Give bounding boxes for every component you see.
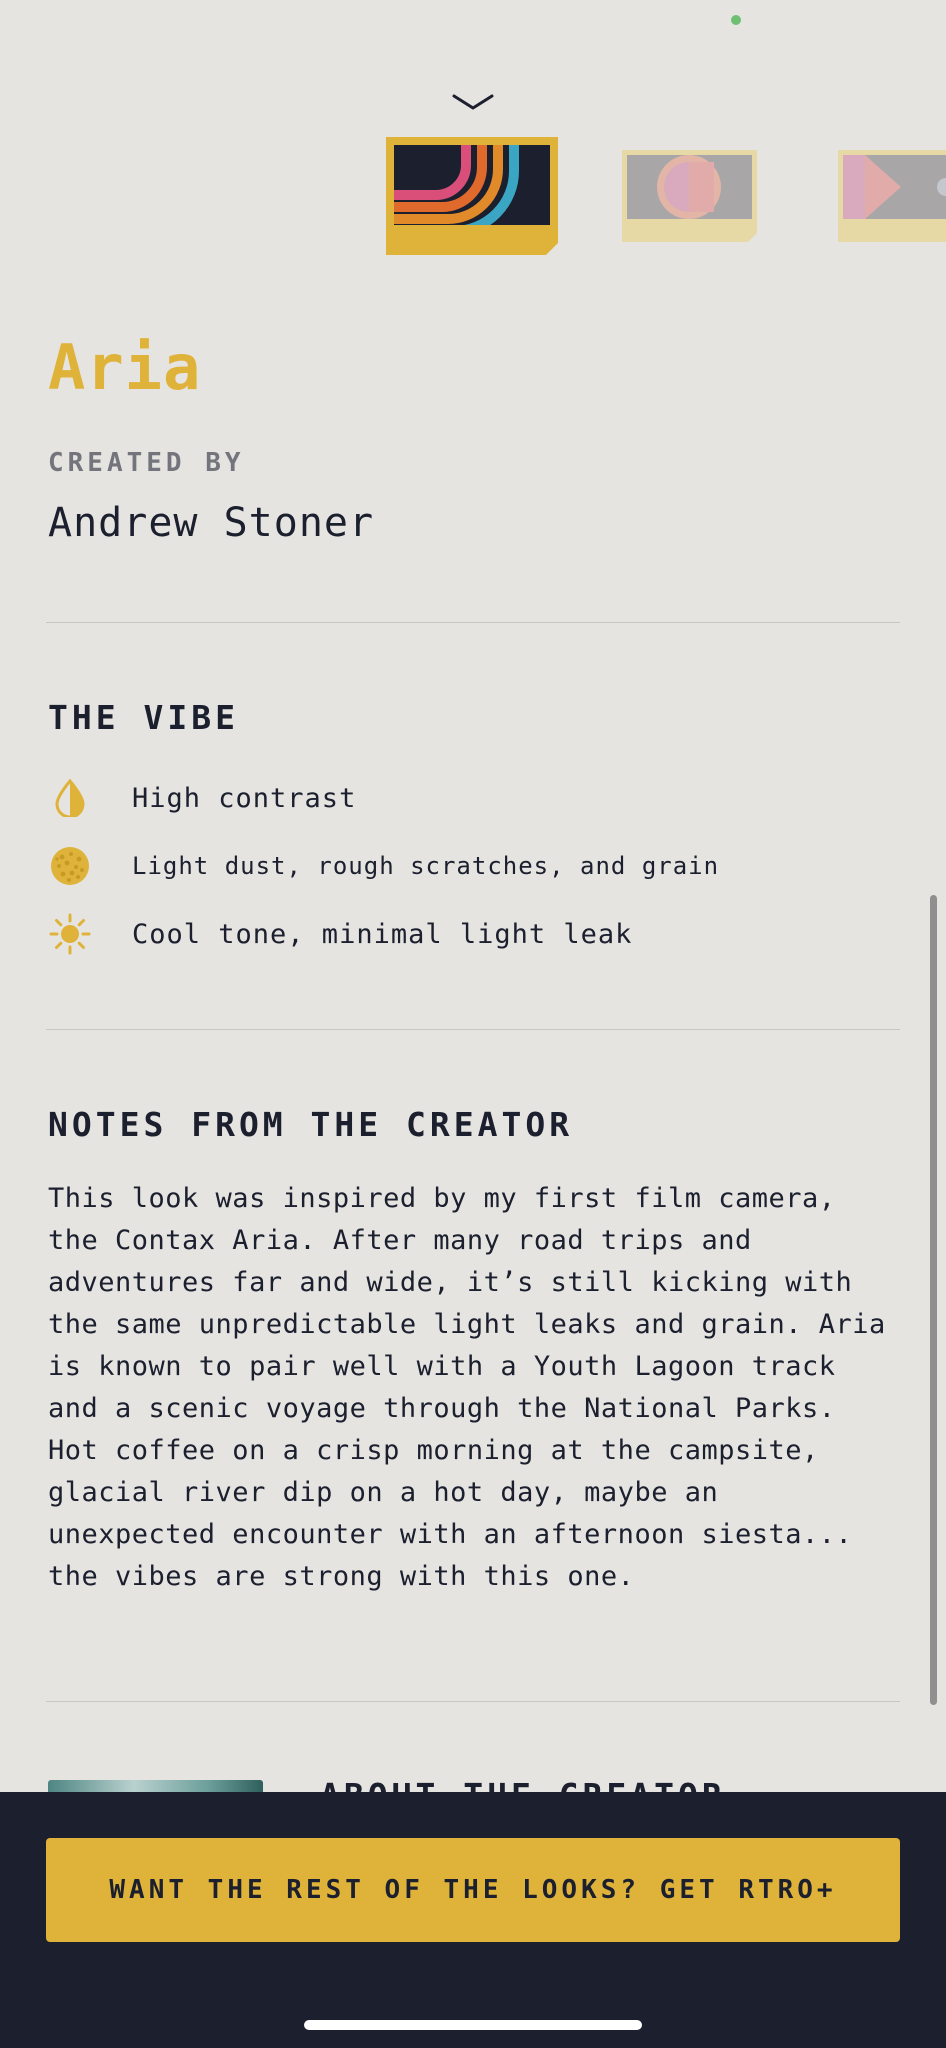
thumbnail-corner-notch — [748, 233, 757, 242]
contrast-drop-icon — [48, 776, 92, 820]
vibe-item-text: Light dust, rough scratches, and grain — [132, 852, 720, 880]
look-thumbnail-aria[interactable] — [386, 137, 558, 255]
pink-circle-art — [627, 155, 752, 219]
divider — [46, 1029, 900, 1030]
sun-icon — [48, 912, 92, 956]
grain-icon — [48, 844, 92, 888]
vibe-item — [48, 774, 357, 822]
divider — [46, 622, 900, 623]
vibe-item — [48, 842, 720, 890]
vibe-heading: THE VIBE — [48, 698, 239, 737]
vibe-item-text: High contrast — [132, 782, 357, 814]
created-by-label: CREATED BY — [48, 448, 245, 478]
camera-indicator-dot — [731, 15, 741, 25]
divider — [46, 1701, 900, 1702]
look-thumbnail-2[interactable] — [622, 150, 757, 242]
creator-name: Andrew Stoner — [48, 500, 375, 546]
notes-body-text: This look was inspired by my first film camera, the Contax Aria. After many road trips and adventures far and wide, it’s still kicking with the same unpredictable light leaks and grain. Aria is known to pair well with a Youth Lagoon track and a scenic voyage through the National Parks. Hot coffee on a crisp morning at the campsite, glacial river dip on a hot day, maybe an unexpected encounter with an afternoon siesta... the vibes are strong with this one. — [48, 1183, 886, 1592]
look-thumbnail-3[interactable] — [838, 150, 946, 242]
vibe-item — [48, 910, 633, 958]
notes-heading: NOTES FROM THE CREATOR — [48, 1105, 574, 1144]
rainbow-arcs-art — [394, 145, 550, 225]
chevron-down-icon[interactable] — [451, 92, 495, 114]
home-indicator[interactable] — [304, 2020, 642, 2030]
look-title: Aria — [48, 331, 202, 404]
vertical-scrollbar[interactable] — [930, 895, 937, 1705]
thumbnail-corner-notch — [546, 243, 558, 255]
get-rtro-plus-button[interactable]: WANT THE REST OF THE LOOKS? GET RTRO+ — [46, 1838, 900, 1942]
pink-chevron-art — [843, 155, 946, 219]
vibe-item-text: Cool tone, minimal light leak — [132, 918, 633, 950]
